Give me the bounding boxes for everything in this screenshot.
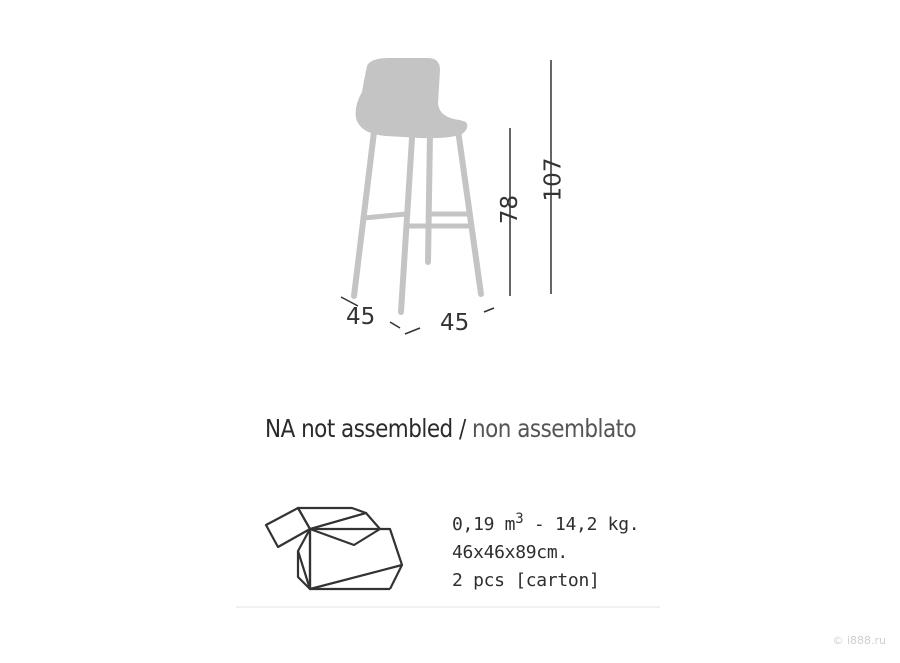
dimension-tick-depth-a — [405, 328, 420, 334]
depth-dimension-label: 45 — [440, 310, 470, 336]
seat-height-dimension-label: 78 — [497, 194, 524, 225]
watermark: © i888.ru — [832, 634, 886, 647]
stool-seat-shell — [356, 58, 468, 138]
packaging-weight: - 14,2 kg. — [523, 514, 640, 535]
stool-leg-front-left — [354, 132, 374, 296]
stool-footrest-left — [364, 214, 406, 218]
packaging-info — [452, 505, 639, 595]
packaging-volume-exponent: 3 — [515, 511, 524, 527]
assembly-caption — [265, 414, 636, 443]
dimension-tick-center — [390, 322, 400, 328]
carton-box-icon — [262, 505, 407, 595]
assembly-caption-secondary: non assemblato — [472, 414, 637, 443]
packaging-volume-weight — [452, 505, 639, 539]
stool-leg-back-left — [428, 132, 430, 262]
total-height-dimension-label: 107 — [540, 157, 567, 202]
divider — [236, 606, 660, 608]
packaging-volume: 0,19 m — [452, 514, 516, 535]
packaging-carton-size: 46x46x89cm. — [452, 542, 568, 563]
packaging-pieces: 2 pcs [carton] — [452, 570, 600, 591]
dimension-tick-depth-b — [484, 308, 494, 312]
width-dimension-label: 45 — [346, 304, 376, 330]
assembly-caption-main: NA not assembled / — [265, 414, 466, 443]
